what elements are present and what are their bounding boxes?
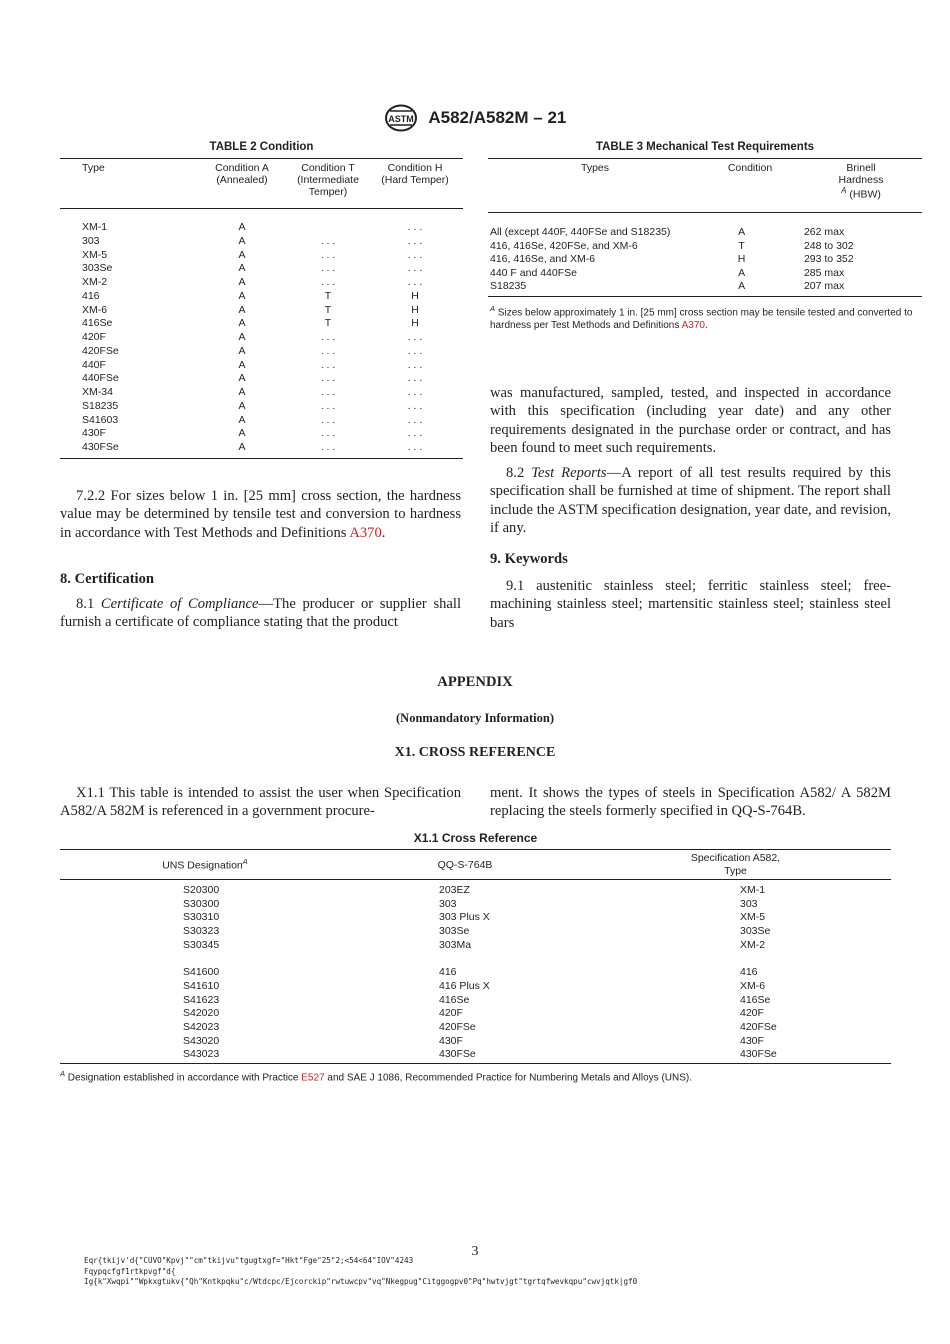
table-cell: 420F (740, 1007, 764, 1020)
table-row (60, 331, 463, 345)
x1-table-body (60, 880, 891, 1063)
table-row (60, 1007, 891, 1021)
page-number: 3 (471, 1244, 479, 1259)
table-3-header (488, 159, 922, 213)
table-cell: T (738, 239, 745, 252)
table-row (488, 240, 922, 254)
table-row (60, 1021, 891, 1035)
table-row (60, 994, 891, 1008)
table-cell: XM-5 (82, 248, 108, 261)
table-2-caption: TABLE 2 Condition (209, 141, 314, 153)
table-row (488, 267, 922, 281)
table-cell: S41603 (82, 413, 119, 426)
table-cell: T (324, 303, 332, 316)
table-row (60, 221, 463, 235)
table-row (60, 386, 463, 400)
svg-text:ASTM: ASTM (387, 114, 414, 124)
table-row (60, 290, 463, 304)
table-cell: . . . (320, 372, 336, 385)
table-row (60, 249, 463, 263)
table-cell: A (238, 413, 246, 426)
paragraph-7-2-2: 7.2.2 For sizes below 1 in. [25 mm] cross section, the hardness value may be determined by tensile test and conversion to hardness in accordance with Test Methods and Definitions A370. (60, 488, 461, 541)
table-row (60, 345, 463, 359)
table-cell: A (238, 303, 246, 316)
table-cell: . . . (320, 413, 336, 426)
table-row (488, 253, 922, 267)
table-cell (286, 221, 370, 235)
table-cell: . . . (320, 331, 336, 343)
table-cell: . . . (320, 358, 336, 371)
paragraph-x1-1: X1.1 This table is intended to assist the user when Specification A582/A 582M is referenced in a government procure- (60, 785, 461, 820)
table-cell: 303 (439, 897, 457, 910)
table-row (60, 372, 463, 386)
table-cell: S42020 (183, 1007, 220, 1020)
table-cell: A (238, 317, 246, 330)
table-cell: 416 (82, 289, 100, 302)
table-cell: 285 max (803, 266, 845, 279)
table-cell: H (411, 317, 419, 330)
table-cell: . . . (320, 234, 336, 247)
table-cell: A (238, 234, 246, 247)
table-cell: 416 (439, 966, 457, 979)
table-cell: S43020 (183, 1034, 220, 1047)
table-cell: 207 max (803, 280, 845, 293)
table-cell: S30310 (183, 911, 220, 924)
paragraph-8-2: 8.2 Test Reports—A report of all test results required by this specification shall be furnished at time of shipment. The report shall include the ASTM specification designation, year date, and revision, if any. (490, 465, 891, 536)
paragraph-x1-1-continued: ment. It shows the types of steels in Specification A582/ A 582M replacing the steels formerly specified in QQ-S-764B. (490, 785, 891, 820)
table-cell: 303 (82, 234, 100, 247)
section-9-title: 9. Keywords (490, 551, 568, 567)
table-row (488, 226, 922, 240)
table-cell: 416Se (740, 993, 771, 1006)
table-row (60, 898, 891, 912)
table-cell: 262 max (803, 226, 845, 238)
table-cell: 303 (740, 897, 758, 910)
table-cell: . . . (320, 441, 336, 453)
table-cell: . . . (407, 358, 423, 371)
a370-link[interactable]: A370 (349, 524, 382, 541)
table-cell: XM-1 (82, 221, 108, 233)
table-row (60, 235, 463, 249)
table-cell: . . . (320, 399, 336, 412)
table-row (60, 939, 891, 953)
table-row (60, 427, 463, 441)
table-cell: A (238, 399, 246, 412)
table-cell: XM-6 (740, 979, 766, 992)
table-cell: 430FSe (82, 441, 119, 453)
table-cell: A (238, 276, 246, 288)
table-cell: 416Se (82, 317, 113, 330)
x1-table-footnote: $^A$ Designation established in accordance with Practice E527 and SAE J 1086, Recommended Practice for Numbering Metals and Alloys (UNS). (60, 1068, 693, 1084)
table-row (60, 980, 891, 994)
table-cell: . . . (407, 386, 423, 398)
x1-header-qq: QQ-S-764B (437, 858, 493, 871)
table-row (60, 911, 891, 925)
t2-header-type: Type (82, 162, 105, 174)
table-cell: XM-34 (82, 386, 113, 398)
table-cell: 420F (82, 331, 106, 343)
table-2-condition (60, 141, 463, 459)
table-2-header (60, 159, 463, 208)
table-cell: A (238, 358, 246, 371)
table-cell: 203EZ (439, 884, 470, 896)
table-cell: . . . (407, 413, 423, 426)
table-cell: XM-2 (740, 938, 766, 951)
table-cell: 430FSe (439, 1048, 476, 1061)
t3-header-types: Types (580, 162, 609, 174)
table-cell: A (238, 386, 246, 398)
table-cell: 420F (439, 1007, 463, 1020)
table-row (60, 317, 463, 331)
table-cell: S41600 (183, 966, 220, 979)
table-cell: S18235 (82, 399, 119, 412)
table-cell: . . . (407, 372, 423, 385)
table-row (60, 400, 463, 414)
table-cell: A (238, 331, 246, 343)
table-cell: 303Ma (439, 938, 472, 951)
table-cell: 303Se (740, 925, 771, 938)
table-row (60, 884, 891, 898)
table-cell: 416 (740, 966, 758, 979)
table-cell: S30300 (183, 897, 220, 910)
table-cell: T (324, 317, 332, 330)
table-cell: A (238, 289, 246, 302)
t2-header-condition-t: Condition T (Intermediate Temper) (297, 162, 359, 198)
table-cell: 416Se (439, 993, 470, 1006)
table-cell: A (238, 427, 246, 440)
table-cell: A (238, 248, 246, 261)
astm-logo-icon (384, 104, 418, 132)
table-cell: XM-5 (740, 911, 766, 924)
table-cell: . . . (407, 344, 423, 357)
appendix-title: APPENDIX (437, 674, 513, 690)
table-cell: 303Se (82, 262, 113, 275)
paragraph-8-1: 8.1 Certificate of Compliance—The producer or supplier shall furnish a certificate of compliance stating that the product (60, 596, 462, 631)
table-3-mechanical-test (488, 141, 922, 332)
table-cell: S42023 (183, 1020, 220, 1033)
table-cell: XM-1 (740, 884, 766, 896)
e527-link[interactable]: E527 (301, 1072, 325, 1084)
x1-title: X1. CROSS REFERENCE (394, 745, 556, 760)
x1-header-uns: UNS Designation$^A$ (162, 857, 248, 872)
table-cell: 430FSe (740, 1048, 777, 1061)
table-cell: . . . (407, 427, 423, 440)
table-row (60, 925, 891, 939)
table-cell: . . . (320, 344, 336, 357)
table-row (60, 262, 463, 276)
table-cell: 248 to 302 (803, 239, 854, 252)
table-row (488, 280, 922, 294)
table-row (60, 966, 891, 980)
table-cell: H (411, 303, 419, 316)
table-row (60, 441, 463, 455)
table-cell: . . . (320, 386, 336, 398)
x1-table-caption: X1.1 Cross Reference (413, 831, 538, 845)
table-cell: S30345 (183, 938, 220, 951)
table-cell: . . . (407, 441, 423, 453)
table-cell: A (238, 262, 246, 275)
t2-header-condition-a: Condition A (Annealed) (215, 162, 269, 186)
table-cell: . . . (407, 331, 423, 343)
table-cell: H (411, 289, 419, 302)
table-cell: 440F (82, 358, 106, 371)
table-cell: S43023 (183, 1048, 220, 1061)
table-row (60, 276, 463, 290)
table-cell: . . . (320, 262, 336, 275)
table-cell: S30323 (183, 925, 220, 938)
table-cell: A (738, 266, 746, 279)
table-cell: 416, 416Se, 420FSe, and XM-6 (490, 239, 638, 252)
table-cell: . . . (407, 248, 423, 261)
table-cell: 303Se (439, 925, 470, 938)
table-cell: 440FSe (82, 372, 119, 385)
table-cell: . . . (407, 276, 423, 288)
table-cell: All (except 440F, 440FSe and S18235) (490, 226, 671, 238)
table-cell: 293 to 352 (803, 253, 854, 266)
table-cell: 420FSe (740, 1020, 777, 1033)
table-cell: H (737, 253, 746, 266)
table-cell: . . . (407, 399, 423, 412)
table-cell: A (738, 280, 746, 293)
table-row (60, 1048, 891, 1062)
table-cell: S41623 (183, 993, 220, 1006)
document-designation: A582/A582M – 21 (428, 108, 567, 127)
table-cell: . . . (407, 221, 423, 233)
t3-header-brinell: Brinell Hardness $^A$ (HBW) (838, 162, 884, 201)
paragraph-8-1-continued: was manufactured, sampled, tested, and inspected in accordance with this specification (including year date) and any other requirements designated in the purchase order or contract, and has been found to meet such requirements. (490, 385, 891, 456)
table-cell: 416 Plus X (439, 979, 490, 992)
table-2-body (60, 209, 463, 458)
table-cell: . . . (407, 234, 423, 247)
table-3-body (488, 213, 922, 296)
table-cell: T (324, 289, 332, 302)
table-cell: XM-2 (82, 276, 108, 288)
table-cell: 440 F and 440FSe (490, 266, 577, 279)
table-cell: A (238, 221, 246, 233)
x1-header-spec: Specification A582, Type (690, 851, 781, 877)
table-cell: S41610 (183, 979, 220, 992)
table-row (60, 304, 463, 318)
table-cell: 420FSe (439, 1020, 476, 1033)
t3-header-condition: Condition (727, 162, 773, 174)
table-row (60, 414, 463, 428)
section-8-title: 8. Certification (60, 571, 155, 587)
table-cell: A (238, 372, 246, 385)
x1-table-header (60, 850, 891, 880)
appendix-subtitle: (Nonmandatory Information) (396, 711, 554, 725)
table-cell: XM-6 (82, 303, 108, 316)
t2-header-condition-h: Condition H (Hard Temper) (381, 162, 449, 186)
table-cell: S18235 (490, 280, 527, 293)
table-cell: . . . (320, 427, 336, 440)
table-cell: . . . (320, 276, 336, 288)
document-header (0, 104, 950, 132)
table-cell: . . . (320, 248, 336, 261)
table-3-footnote: $^A$ Sizes below approximately 1 in. [25 mm] cross section may be tensile tested and converted to hardness per Test Methods and Definitions A370. (490, 303, 913, 332)
group-spacer (60, 952, 891, 966)
table-cell: A (238, 441, 246, 453)
table-cell: 420FSe (82, 344, 119, 357)
table-cell: S20300 (183, 884, 220, 896)
table-cell: A (738, 226, 746, 238)
license-stamp: Eqr{tkijv'd{"CUVO"Kpvj""cm"tkijvu"tgugtxgf="Hkt"Fge"25"2;<54<64"IOV"4243 Fqypqcfgf1rtkpvgf"d{ Ig{k"Xwqpi""Wpkxgtukv{"Qh"Kntkpqku"c/Wtdcpc/Ejcorckip"rwtuwcpv"vq"Nkegpug"Citggogpv0"Pq"hwtvjgt"tgrtqfwevkqpu"cwvjqtk|gf0 (84, 1256, 638, 1286)
table-cell: . . . (407, 262, 423, 275)
table-cell: 430F (740, 1034, 764, 1047)
table-cell: 430F (82, 427, 106, 440)
table-cell: 430F (439, 1034, 463, 1047)
a370-link[interactable]: A370 (681, 320, 705, 332)
table-3-caption: TABLE 3 Mechanical Test Requirements (595, 141, 815, 153)
table-cell: 416, 416Se, and XM-6 (490, 253, 596, 266)
table-cell: 303 Plus X (439, 911, 490, 924)
table-row (60, 1035, 891, 1049)
table-cell: A (238, 344, 246, 357)
x1-cross-reference-table (60, 831, 891, 1083)
table-row (60, 359, 463, 373)
paragraph-9-1: 9.1 austenitic stainless steel; ferritic stainless steel; free-machining stainless steel; martensitic stainless steel; stainless steel bars (490, 578, 891, 631)
